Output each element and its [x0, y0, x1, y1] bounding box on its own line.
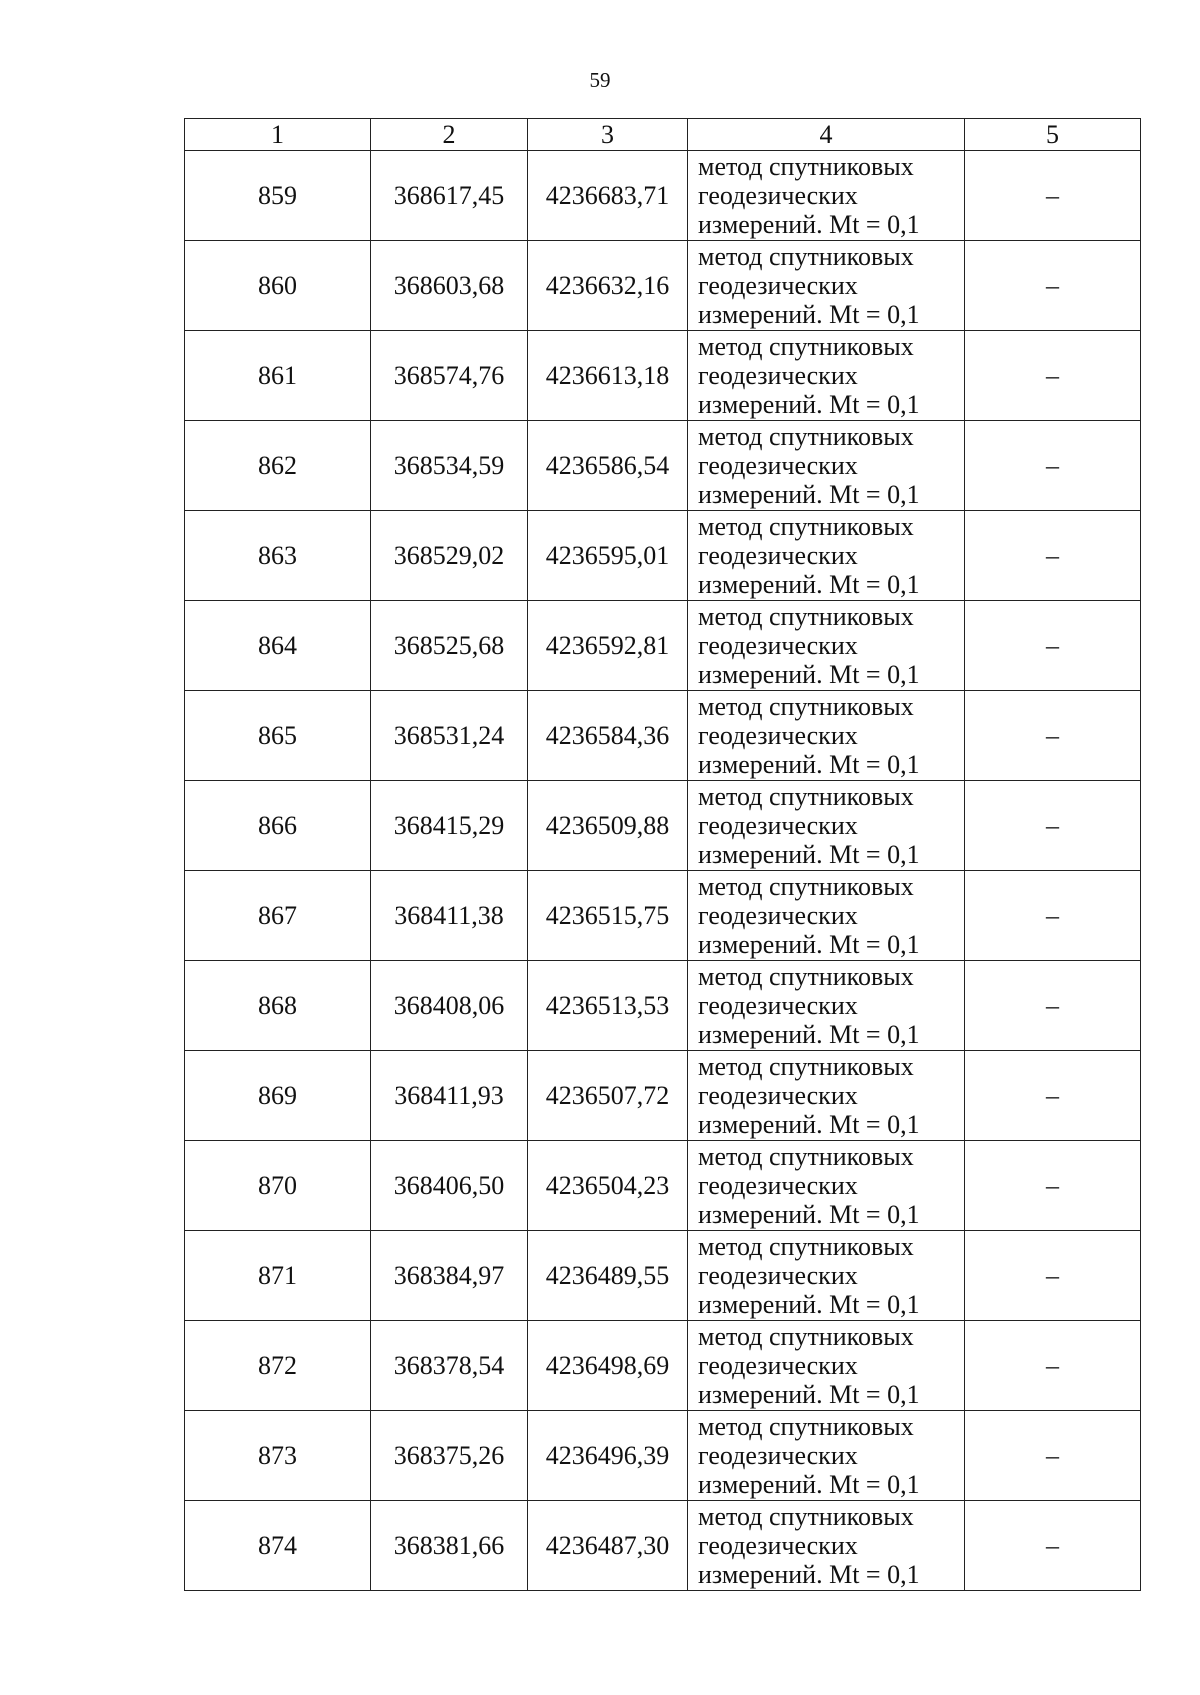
note-cell	[965, 1051, 1141, 1141]
method-line: метод спутниковых	[698, 242, 914, 271]
y-coordinate-cell: 4236496,39	[528, 1411, 688, 1501]
method-line: метод спутниковых	[698, 602, 914, 631]
method-line: геодезических	[698, 991, 858, 1020]
dash-mark: –	[1046, 991, 1059, 1020]
header-cell-5: 5	[965, 119, 1141, 151]
point-number-cell: 869	[185, 1051, 371, 1141]
x-coordinate-cell: 368378,54	[371, 1321, 528, 1411]
note-cell	[965, 1321, 1141, 1411]
method-line: геодезических	[698, 901, 858, 930]
dash-mark: –	[1046, 1351, 1059, 1380]
note-cell	[965, 1411, 1141, 1501]
method-line: метод спутниковых	[698, 962, 914, 991]
method-line: измерений. Mt = 0,1	[698, 1200, 920, 1229]
method-line: измерений. Mt = 0,1	[698, 1110, 920, 1139]
method-line: геодезических	[698, 1261, 858, 1290]
note-cell	[965, 151, 1141, 241]
y-coordinate-cell: 4236515,75	[528, 871, 688, 961]
header-cell-4: 4	[688, 119, 965, 151]
method-cell	[688, 241, 965, 331]
method-line: геодезических	[698, 271, 858, 300]
table-row	[185, 961, 1141, 1051]
table-row	[185, 421, 1141, 511]
method-line: измерений. Mt = 0,1	[698, 1290, 920, 1319]
dash-mark: –	[1046, 1531, 1059, 1560]
method-line: измерений. Mt = 0,1	[698, 750, 920, 779]
point-number-cell: 870	[185, 1141, 371, 1231]
method-line: измерений. Mt = 0,1	[698, 570, 920, 599]
method-cell	[688, 961, 965, 1051]
y-coordinate-cell: 4236498,69	[528, 1321, 688, 1411]
point-number-cell: 868	[185, 961, 371, 1051]
table-row	[185, 151, 1141, 241]
method-cell	[688, 1231, 965, 1321]
method-line: метод спутниковых	[698, 782, 914, 811]
x-coordinate-cell: 368411,38	[371, 871, 528, 961]
point-number-cell: 860	[185, 241, 371, 331]
method-line: метод спутниковых	[698, 1232, 914, 1261]
method-line: метод спутниковых	[698, 422, 914, 451]
method-line: геодезических	[698, 1531, 858, 1560]
dash-mark: –	[1046, 631, 1059, 660]
table-row	[185, 1231, 1141, 1321]
method-cell	[688, 421, 965, 511]
dash-mark: –	[1046, 811, 1059, 840]
method-cell	[688, 1051, 965, 1141]
method-line: метод спутниковых	[698, 152, 914, 181]
x-coordinate-cell: 368415,29	[371, 781, 528, 871]
method-cell	[688, 331, 965, 421]
table-row	[185, 1321, 1141, 1411]
method-cell	[688, 151, 965, 241]
method-line: геодезических	[698, 1441, 858, 1470]
x-coordinate-cell: 368534,59	[371, 421, 528, 511]
table-row	[185, 1051, 1141, 1141]
method-line: геодезических	[698, 721, 858, 750]
coordinates-table	[184, 118, 1141, 1591]
method-cell	[688, 1141, 965, 1231]
point-number-cell: 865	[185, 691, 371, 781]
x-coordinate-cell: 368408,06	[371, 961, 528, 1051]
table-row	[185, 1411, 1141, 1501]
table-row	[185, 511, 1141, 601]
note-cell	[965, 1501, 1141, 1591]
method-line: геодезических	[698, 631, 858, 660]
point-number-cell: 874	[185, 1501, 371, 1591]
point-number-cell: 873	[185, 1411, 371, 1501]
y-coordinate-cell: 4236507,72	[528, 1051, 688, 1141]
x-coordinate-cell: 368411,93	[371, 1051, 528, 1141]
point-number-cell: 863	[185, 511, 371, 601]
note-cell	[965, 781, 1141, 871]
note-cell	[965, 601, 1141, 691]
x-coordinate-cell: 368525,68	[371, 601, 528, 691]
method-line: геодезических	[698, 541, 858, 570]
table-row	[185, 1141, 1141, 1231]
point-number-cell: 867	[185, 871, 371, 961]
page-number: 59	[589, 68, 611, 92]
y-coordinate-cell: 4236586,54	[528, 421, 688, 511]
method-line: метод спутниковых	[698, 1502, 914, 1531]
method-line: геодезических	[698, 451, 858, 480]
table-row	[185, 601, 1141, 691]
dash-mark: –	[1046, 901, 1059, 930]
note-cell	[965, 1231, 1141, 1321]
table-row	[185, 781, 1141, 871]
method-line: геодезических	[698, 811, 858, 840]
point-number-cell: 866	[185, 781, 371, 871]
method-line: метод спутниковых	[698, 1052, 914, 1081]
note-cell	[965, 691, 1141, 781]
dash-mark: –	[1046, 1261, 1059, 1290]
y-coordinate-cell: 4236592,81	[528, 601, 688, 691]
y-coordinate-cell: 4236489,55	[528, 1231, 688, 1321]
y-coordinate-cell: 4236504,23	[528, 1141, 688, 1231]
method-line: измерений. Mt = 0,1	[698, 1470, 920, 1499]
dash-mark: –	[1046, 451, 1059, 480]
method-line: измерений. Mt = 0,1	[698, 210, 920, 239]
method-line: метод спутниковых	[698, 512, 914, 541]
table-row	[185, 241, 1141, 331]
method-line: метод спутниковых	[698, 692, 914, 721]
x-coordinate-cell: 368384,97	[371, 1231, 528, 1321]
method-cell	[688, 1321, 965, 1411]
point-number-cell: 861	[185, 331, 371, 421]
dash-mark: –	[1046, 1441, 1059, 1470]
dash-mark: –	[1046, 721, 1059, 750]
method-line: метод спутниковых	[698, 1142, 914, 1171]
y-coordinate-cell: 4236509,88	[528, 781, 688, 871]
point-number-cell: 862	[185, 421, 371, 511]
method-line: метод спутниковых	[698, 332, 914, 361]
note-cell	[965, 961, 1141, 1051]
x-coordinate-cell: 368381,66	[371, 1501, 528, 1591]
method-line: измерений. Mt = 0,1	[698, 390, 920, 419]
method-line: геодезических	[698, 1171, 858, 1200]
table-header-row	[185, 119, 1141, 151]
note-cell	[965, 331, 1141, 421]
dash-mark: –	[1046, 181, 1059, 210]
method-cell	[688, 1411, 965, 1501]
method-line: метод спутниковых	[698, 1412, 914, 1441]
method-line: геодезических	[698, 1351, 858, 1380]
table-row	[185, 871, 1141, 961]
method-line: метод спутниковых	[698, 872, 914, 901]
note-cell	[965, 511, 1141, 601]
method-line: измерений. Mt = 0,1	[698, 1020, 920, 1049]
point-number-cell: 871	[185, 1231, 371, 1321]
header-cell-3: 3	[528, 119, 688, 151]
point-number-cell: 872	[185, 1321, 371, 1411]
x-coordinate-cell: 368531,24	[371, 691, 528, 781]
y-coordinate-cell: 4236683,71	[528, 151, 688, 241]
method-line: измерений. Mt = 0,1	[698, 1380, 920, 1409]
dash-mark: –	[1046, 1171, 1059, 1200]
table-row	[185, 691, 1141, 781]
method-cell	[688, 781, 965, 871]
method-line: метод спутниковых	[698, 1322, 914, 1351]
method-cell	[688, 601, 965, 691]
table-row	[185, 1501, 1141, 1591]
method-cell	[688, 511, 965, 601]
point-number-cell: 859	[185, 151, 371, 241]
dash-mark: –	[1046, 1081, 1059, 1110]
x-coordinate-cell: 368529,02	[371, 511, 528, 601]
dash-mark: –	[1046, 271, 1059, 300]
note-cell	[965, 241, 1141, 331]
method-line: измерений. Mt = 0,1	[698, 1560, 920, 1589]
x-coordinate-cell: 368406,50	[371, 1141, 528, 1231]
y-coordinate-cell: 4236584,36	[528, 691, 688, 781]
method-line: геодезических	[698, 361, 858, 390]
method-line: геодезических	[698, 1081, 858, 1110]
y-coordinate-cell: 4236487,30	[528, 1501, 688, 1591]
x-coordinate-cell: 368375,26	[371, 1411, 528, 1501]
x-coordinate-cell: 368603,68	[371, 241, 528, 331]
dash-mark: –	[1046, 541, 1059, 570]
y-coordinate-cell: 4236595,01	[528, 511, 688, 601]
method-cell	[688, 691, 965, 781]
header-cell-2: 2	[371, 119, 528, 151]
note-cell	[965, 421, 1141, 511]
header-cell-1: 1	[185, 119, 371, 151]
y-coordinate-cell: 4236613,18	[528, 331, 688, 421]
method-line: измерений. Mt = 0,1	[698, 300, 920, 329]
table-row	[185, 331, 1141, 421]
table-body	[185, 119, 1141, 1591]
y-coordinate-cell: 4236513,53	[528, 961, 688, 1051]
note-cell	[965, 1141, 1141, 1231]
note-cell	[965, 871, 1141, 961]
x-coordinate-cell: 368574,76	[371, 331, 528, 421]
dash-mark: –	[1046, 361, 1059, 390]
point-number-cell: 864	[185, 601, 371, 691]
method-cell	[688, 1501, 965, 1591]
y-coordinate-cell: 4236632,16	[528, 241, 688, 331]
method-line: измерений. Mt = 0,1	[698, 930, 920, 959]
method-line: геодезических	[698, 181, 858, 210]
method-line: измерений. Mt = 0,1	[698, 480, 920, 509]
method-line: измерений. Mt = 0,1	[698, 840, 920, 869]
x-coordinate-cell: 368617,45	[371, 151, 528, 241]
method-line: измерений. Mt = 0,1	[698, 660, 920, 689]
method-cell	[688, 871, 965, 961]
